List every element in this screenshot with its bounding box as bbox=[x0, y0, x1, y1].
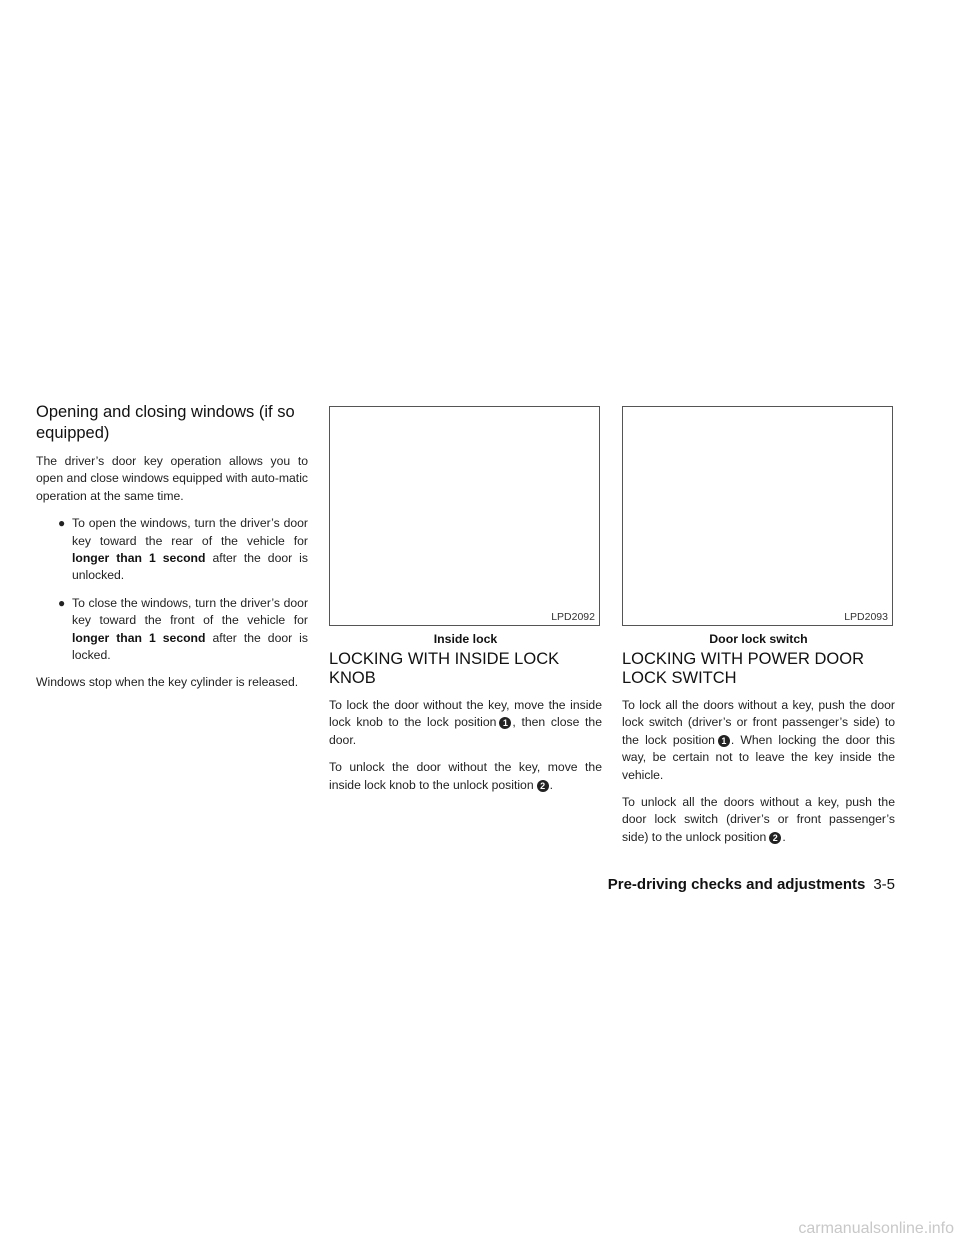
windows-intro: The driver’s door key operation allows you to open and close windows equipped with auto-matic operation at the same time. bbox=[36, 454, 308, 503]
paragraph: To lock the door without the key, move the inside lock knob to the lock position 1 , then close the door. bbox=[329, 698, 602, 747]
left-column bbox=[36, 402, 308, 702]
list-item: ● To close the windows, turn the driver’s door key toward the front of the vehicle for longer than 1 second after the door is locked. bbox=[58, 595, 308, 663]
windows-closing-text: Windows stop when the key cylinder is released. bbox=[36, 675, 299, 690]
figure-caption: Door lock switch bbox=[709, 632, 808, 646]
marker-2-icon: 2 bbox=[537, 780, 549, 792]
right-column bbox=[622, 406, 895, 856]
inside-lock-figure bbox=[329, 406, 600, 626]
marker-1-icon: 1 bbox=[499, 717, 511, 729]
marker-1-icon: 1 bbox=[718, 735, 730, 747]
page-footer bbox=[608, 876, 895, 893]
bullet-icon: ● bbox=[58, 595, 66, 610]
figure-code: LPD2092 bbox=[551, 611, 595, 623]
section-heading-power-door-lock: LOCKING WITH POWER DOOR LOCK SWITCH bbox=[622, 650, 865, 687]
list-item: ● To open the windows, turn the driver’s door key toward the rear of the vehicle for longer than 1 second after the door is unlocked. bbox=[58, 516, 308, 583]
bullet-icon: ● bbox=[58, 516, 66, 531]
figure-code: LPD2093 bbox=[844, 611, 888, 623]
door-lock-switch-figure bbox=[622, 406, 893, 626]
watermark: carmanualsonline.info bbox=[798, 1220, 954, 1237]
page-number: 3-5 bbox=[873, 876, 895, 893]
marker-2-icon: 2 bbox=[769, 832, 781, 844]
paragraph: To lock all the doors without a key, push the door lock switch (driver’s or front passenger’s side) to the lock position 1 . When locking the door this way, be certain not to leave the key inside the vehicle. bbox=[622, 698, 895, 782]
windows-subheading: Opening and closing windows (if so equipped) bbox=[36, 403, 295, 442]
figure-caption: Inside lock bbox=[433, 632, 498, 646]
paragraph: To unlock the door without the key, move the inside lock knob to the unlock position 2 . bbox=[329, 760, 602, 792]
middle-column bbox=[329, 406, 602, 804]
footer-section-title: Pre-driving checks and adjustments bbox=[607, 876, 866, 893]
section-heading-inside-lock: LOCKING WITH INSIDE LOCK KNOB bbox=[329, 650, 560, 687]
windows-bullet-list bbox=[36, 515, 308, 664]
paragraph: To unlock all the doors without a key, push the door lock switch (driver’s or front passenger’s side) to the unlock position 2 . bbox=[622, 795, 895, 844]
